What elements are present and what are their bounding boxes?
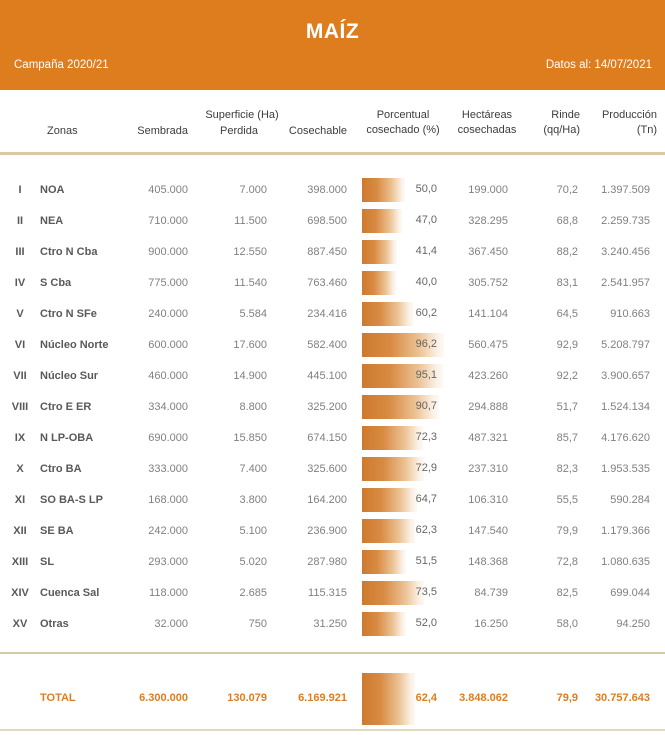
table-row	[0, 484, 665, 515]
cosechable-value: 236.900	[307, 524, 347, 537]
produccion-value: 910.663	[610, 307, 650, 320]
column-produccion	[583, 108, 657, 138]
zone-numeral: XV	[12, 617, 28, 630]
column-group-superficie: Superficie (Ha)	[205, 109, 279, 121]
column-porcentual-line1: Porcentual	[376, 109, 430, 121]
rinde-value: 92,9	[556, 338, 578, 351]
rinde-value: 79,9	[556, 524, 578, 537]
total-rinde-value: 79,9	[556, 692, 578, 704]
cosechable-value: 445.100	[307, 369, 347, 382]
table-row	[0, 236, 665, 267]
produccion-value: 1.397.509	[601, 183, 650, 196]
pct-bar-cell	[362, 422, 447, 453]
perdida-value: 14.900	[233, 369, 267, 382]
zone-name: NOA	[40, 183, 65, 196]
pct-label: 40,0	[415, 276, 437, 288]
pct-bar	[362, 271, 396, 295]
zone-numeral: IV	[14, 276, 26, 289]
pct-bar	[362, 550, 406, 574]
sembrada-value: 240.000	[148, 307, 188, 320]
pct-label: 47,0	[415, 214, 437, 226]
header-divider	[0, 152, 665, 155]
zone-name: Núcleo Sur	[40, 369, 99, 382]
table-row	[0, 298, 665, 329]
pct-label: 72,9	[415, 462, 437, 474]
sembrada-value: 118.000	[149, 586, 188, 599]
pct-bar	[362, 426, 423, 450]
table-row	[0, 453, 665, 484]
sembrada-value: 333.000	[148, 462, 188, 475]
hectareas-value: 147.540	[468, 524, 508, 537]
perdida-value: 2.685	[239, 586, 267, 599]
perdida-value: 5.100	[239, 524, 267, 537]
pct-bar-cell	[362, 174, 447, 205]
rinde-value: 82,5	[556, 586, 578, 599]
zone-numeral: VI	[14, 338, 26, 351]
sembrada-value: 460.000	[148, 369, 188, 382]
pct-bar-cell	[362, 329, 447, 360]
cosechable-value: 674.150	[307, 431, 347, 444]
total-pct-bar-cell	[362, 667, 447, 730]
column-rinde-line1: Rinde	[551, 109, 580, 121]
total-row	[0, 655, 665, 730]
table-header	[0, 90, 665, 152]
pct-bar-cell	[362, 515, 447, 546]
table-row	[0, 329, 665, 360]
pct-bar-cell	[362, 391, 447, 422]
rinde-value: 92,2	[556, 369, 578, 382]
pct-bar	[362, 178, 405, 202]
hectareas-value: 199.000	[468, 183, 508, 196]
cosechable-value: 287.980	[307, 555, 347, 568]
pct-label: 95,1	[415, 369, 437, 381]
pct-label: 73,5	[415, 586, 437, 598]
pct-label: 62,3	[415, 524, 437, 536]
pct-bar	[362, 209, 402, 233]
pct-bar-cell	[362, 577, 447, 608]
zone-numeral: XIV	[11, 586, 29, 599]
table-row	[0, 360, 665, 391]
pct-label: 52,0	[415, 617, 437, 629]
zone-name: Ctro E ER	[40, 400, 92, 413]
zone-numeral: XI	[14, 493, 26, 506]
bottom-divider	[0, 729, 665, 731]
rinde-value: 70,2	[556, 183, 578, 196]
zone-name: Ctro N SFe	[40, 307, 97, 320]
total-produccion-value: 30.757.643	[594, 692, 650, 704]
perdida-value: 7.000	[239, 183, 267, 196]
pct-bar-cell	[362, 360, 447, 391]
zone-numeral: III	[15, 245, 25, 258]
cosechable-value: 325.200	[307, 400, 347, 413]
rinde-value: 68,8	[556, 214, 578, 227]
produccion-value: 699.044	[610, 586, 650, 599]
rinde-value: 58,0	[556, 617, 578, 630]
column-rinde-line2: (qq/Ha)	[543, 124, 580, 136]
zone-name: SL	[40, 555, 55, 568]
total-cosechable-value: 6.169.921	[298, 692, 347, 704]
zone-name: NEA	[40, 214, 64, 227]
rinde-value: 88,2	[556, 245, 578, 258]
perdida-value: 11.500	[234, 214, 267, 227]
rinde-value: 64,5	[556, 307, 578, 320]
zone-numeral: VIII	[11, 400, 29, 413]
hectareas-value: 237.310	[468, 462, 508, 475]
hectareas-value: 305.752	[468, 276, 508, 289]
total-divider	[0, 652, 665, 654]
produccion-value: 590.284	[610, 493, 650, 506]
pct-bar	[362, 519, 415, 543]
pct-label: 51,5	[415, 555, 437, 567]
hectareas-value: 328.295	[468, 214, 508, 227]
table-row	[0, 391, 665, 422]
zone-numeral: XII	[13, 524, 27, 537]
perdida-value: 8.800	[239, 400, 267, 413]
zone-name: N LP-OBA	[40, 431, 94, 444]
column-produccion-line2: (Tn)	[636, 124, 657, 136]
column-perdida: Perdida	[220, 125, 258, 137]
pct-label: 64,7	[415, 493, 437, 505]
sembrada-value: 242.000	[148, 524, 188, 537]
zone-name: Cuenca Sal	[40, 586, 100, 599]
cosechable-value: 698.500	[307, 214, 347, 227]
pct-bar-cell	[362, 484, 447, 515]
banner-subrow	[14, 59, 652, 71]
table-row	[0, 205, 665, 236]
rinde-value: 82,3	[556, 462, 578, 475]
table-row	[0, 608, 665, 639]
total-pct-bar	[362, 673, 415, 725]
total-pct-label: 62,4	[415, 692, 437, 704]
sembrada-value: 690.000	[148, 431, 188, 444]
rinde-value: 72,8	[556, 555, 578, 568]
hectareas-value: 367.450	[468, 245, 508, 258]
cosechable-value: 398.000	[307, 183, 347, 196]
sembrada-value: 293.000	[148, 555, 188, 568]
page-title: MAÍZ	[305, 20, 360, 43]
sembrada-value: 405.000	[148, 183, 188, 196]
report-banner	[0, 0, 665, 90]
column-hectareas-line1: Hectáreas	[461, 109, 513, 121]
produccion-value: 1.080.635	[601, 555, 650, 568]
hectareas-value: 16.250	[474, 617, 508, 630]
hectareas-value: 560.475	[468, 338, 508, 351]
pct-label: 50,0	[415, 183, 437, 195]
pct-bar	[362, 488, 417, 512]
column-porcentual-cosechado	[363, 108, 443, 138]
pct-bar-cell	[362, 546, 447, 577]
pct-bar	[362, 240, 397, 264]
perdida-value: 11.540	[234, 276, 267, 289]
produccion-value: 2.259.735	[601, 214, 650, 227]
zone-numeral: XIII	[11, 555, 29, 568]
produccion-value: 2.541.957	[601, 276, 650, 289]
campaign-label: Campaña 2020/21	[14, 59, 109, 71]
column-hectareas-cosechadas	[451, 108, 523, 138]
pct-label: 41,4	[415, 245, 437, 257]
zone-numeral: I	[18, 183, 22, 196]
produccion-value: 4.176.620	[601, 431, 650, 444]
zone-numeral: IX	[14, 431, 26, 444]
produccion-value: 3.900.657	[601, 369, 650, 382]
perdida-value: 750	[248, 617, 267, 630]
sembrada-value: 775.000	[148, 276, 188, 289]
pct-bar-cell	[362, 608, 447, 639]
hectareas-value: 106.310	[468, 493, 508, 506]
total-hectareas-value: 3.848.062	[459, 692, 508, 704]
cosechable-value: 763.460	[307, 276, 347, 289]
cosechable-value: 164.200	[307, 493, 347, 506]
zone-name: S Cba	[40, 276, 72, 289]
pct-label: 72,3	[415, 431, 437, 443]
cosechable-value: 115.315	[308, 586, 347, 599]
perdida-value: 15.850	[233, 431, 267, 444]
pct-bar	[362, 302, 413, 326]
rinde-value: 51,7	[556, 400, 578, 413]
column-rinde	[518, 108, 580, 138]
total-sembrada-value: 6.300.000	[139, 692, 188, 704]
total-perdida-value: 130.079	[227, 692, 267, 704]
produccion-value: 3.240.456	[601, 245, 650, 258]
sembrada-value: 900.000	[148, 245, 188, 258]
rinde-value: 85,7	[556, 431, 578, 444]
column-produccion-line1: Producción	[601, 109, 657, 121]
total-spacer	[0, 667, 40, 730]
pct-label: 90,7	[415, 400, 437, 412]
table-row	[0, 422, 665, 453]
perdida-value: 3.800	[239, 493, 267, 506]
zone-name: Otras	[40, 617, 69, 630]
produccion-value: 1.953.535	[601, 462, 650, 475]
produccion-value: 1.179.366	[601, 524, 650, 537]
hectareas-value: 148.368	[468, 555, 508, 568]
table-body	[0, 174, 665, 639]
sembrada-value: 32.000	[154, 617, 188, 630]
column-cosechable: Cosechable	[288, 125, 347, 137]
perdida-value: 17.600	[233, 338, 267, 351]
table-row	[0, 577, 665, 608]
produccion-value: 94.250	[616, 617, 650, 630]
pct-bar-cell	[362, 267, 447, 298]
perdida-value: 5.584	[239, 307, 267, 320]
cosechable-value: 31.250	[313, 617, 347, 630]
hectareas-value: 141.104	[468, 307, 508, 320]
hectareas-value: 423.260	[468, 369, 508, 382]
zone-name: SO BA-S LP	[40, 493, 103, 506]
zone-numeral: V	[16, 307, 24, 320]
table-row	[0, 267, 665, 298]
column-sembrada: Sembrada	[137, 125, 188, 137]
zone-numeral: X	[16, 462, 24, 475]
hectareas-value: 487.321	[468, 431, 508, 444]
zone-name: Ctro BA	[40, 462, 82, 475]
pct-label: 96,2	[415, 338, 437, 350]
rinde-value: 55,5	[556, 493, 578, 506]
produccion-value: 5.208.797	[601, 338, 650, 351]
pct-bar-cell	[362, 236, 447, 267]
zone-numeral: VII	[13, 369, 27, 382]
pct-bar-cell	[362, 298, 447, 329]
perdida-value: 12.550	[233, 245, 267, 258]
perdida-value: 5.020	[239, 555, 267, 568]
pct-bar-cell	[362, 453, 447, 484]
total-label: TOTAL	[40, 692, 76, 704]
column-hectareas-line2: cosechadas	[457, 124, 517, 136]
table-row	[0, 174, 665, 205]
cosechable-value: 582.400	[307, 338, 347, 351]
sembrada-value: 710.000	[148, 214, 188, 227]
data-date-label: Datos al: 14/07/2021	[545, 59, 652, 71]
hectareas-value: 84.739	[474, 586, 508, 599]
zone-numeral: II	[16, 214, 24, 227]
zone-name: SE BA	[40, 524, 74, 537]
zone-name: Ctro N Cba	[40, 245, 98, 258]
hectareas-value: 294.888	[468, 400, 508, 413]
rinde-value: 83,1	[556, 276, 578, 289]
column-porcentual-line2: cosechado (%)	[366, 124, 440, 136]
column-zonas: Zonas	[47, 125, 78, 137]
sembrada-value: 334.000	[148, 400, 188, 413]
table-row	[0, 546, 665, 577]
pct-label: 60,2	[415, 307, 437, 319]
sembrada-value: 168.000	[148, 493, 188, 506]
zone-name: Núcleo Norte	[40, 338, 109, 351]
produccion-value: 1.524.134	[601, 400, 650, 413]
pct-bar-cell	[362, 205, 447, 236]
cosechable-value: 325.600	[307, 462, 347, 475]
cosechable-value: 234.416	[307, 307, 347, 320]
table-row	[0, 515, 665, 546]
cosechable-value: 887.450	[307, 245, 347, 258]
pct-bar	[362, 612, 406, 636]
sembrada-value: 600.000	[148, 338, 188, 351]
perdida-value: 7.400	[239, 462, 267, 475]
